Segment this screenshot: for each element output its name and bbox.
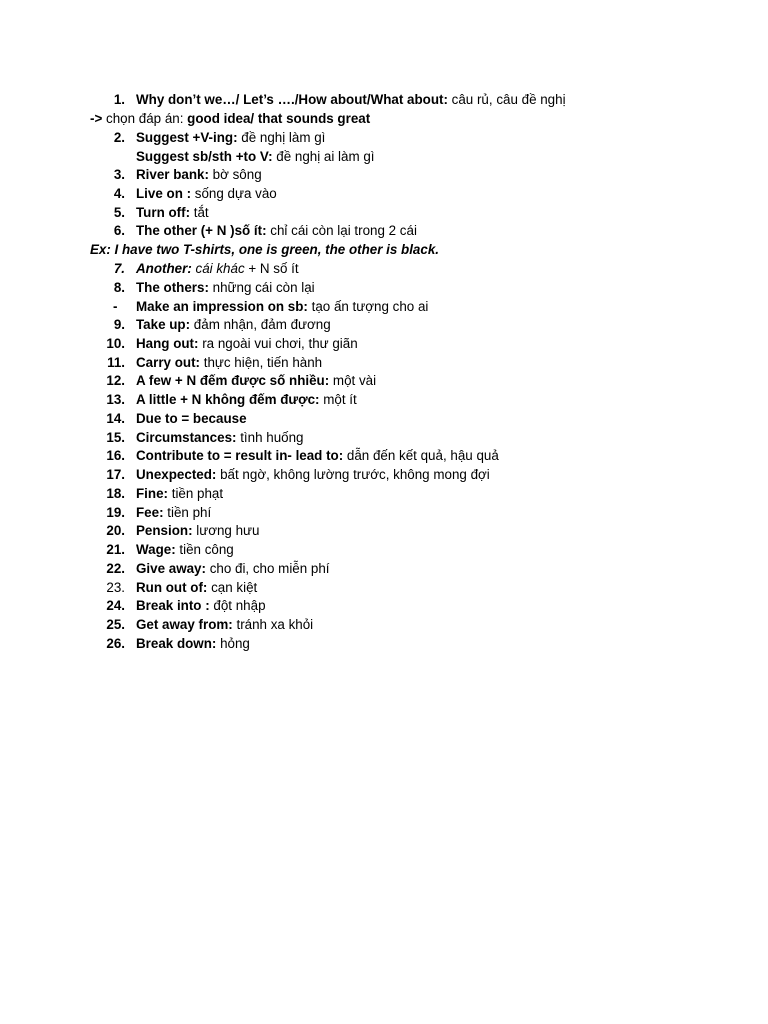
definition: + N số ít: [244, 261, 299, 276]
item-number: 14.: [106, 411, 125, 426]
term: Fee:: [136, 505, 164, 520]
definition: tạo ấn tượng cho ai: [307, 299, 429, 314]
definition: một vài: [329, 373, 377, 388]
term: A few + N đếm được số nhiều:: [136, 373, 330, 388]
definition: tiền phạt: [168, 486, 224, 501]
term: The others:: [136, 280, 209, 295]
definition: đề nghị ai làm gì: [272, 149, 375, 164]
term: Unexpected:: [136, 467, 217, 482]
item-number: 18.: [106, 486, 125, 501]
item-number: 23.: [106, 580, 125, 595]
definition: cạn kiệt: [207, 580, 258, 595]
term: Turn off:: [136, 205, 191, 220]
item-number: 19.: [106, 505, 125, 520]
term: Break down:: [136, 636, 217, 651]
item-number: 4.: [113, 186, 125, 201]
definition: thực hiện, tiến hành: [200, 355, 323, 370]
term: Another:: [136, 261, 192, 276]
term: Run out of:: [136, 580, 208, 595]
item-number: 9.: [113, 317, 125, 332]
item-number: 25.: [106, 617, 125, 632]
term: Carry out:: [136, 355, 200, 370]
item-number: 21.: [106, 542, 125, 557]
item-number: 24.: [106, 598, 125, 613]
term: Circumstances:: [136, 430, 237, 445]
arrow-prefix: ->: [90, 111, 103, 126]
term: Wage:: [136, 542, 176, 557]
item-number: 7.: [113, 261, 125, 276]
definition: đảm nhận, đảm đương: [190, 317, 331, 332]
term: The other (+ N )số ít:: [136, 223, 267, 238]
definition: tắt: [190, 205, 209, 220]
definition: dẫn đến kết quả, hậu quả: [343, 448, 499, 463]
definition: bất ngờ, không lường trước, không mong đợi: [216, 467, 490, 482]
term: Fine:: [136, 486, 168, 501]
item-number: 5.: [113, 205, 125, 220]
definition: đột nhập: [209, 598, 266, 613]
definition: tình huống: [236, 430, 304, 445]
term: Suggest sb/sth +to V:: [136, 149, 273, 164]
item-number: 17.: [106, 467, 125, 482]
term: Due to = because: [136, 411, 247, 426]
item-number: 16.: [106, 448, 125, 463]
definition: ra ngoài vui chơi, thư giãn: [198, 336, 358, 351]
note-text: chọn đáp án:: [102, 111, 188, 126]
answer-choice: good idea/ that sounds great: [187, 111, 371, 126]
item-number: 22.: [106, 561, 125, 576]
definition: tiền công: [175, 542, 234, 557]
example-text: Ex: I have two T-shirts, one is green, the other is black.: [90, 242, 439, 257]
term: Break into :: [136, 598, 210, 613]
definition: tránh xa khỏi: [232, 617, 314, 632]
definition: lương hưu: [192, 523, 260, 538]
item-number: 6.: [113, 223, 125, 238]
term: Pension:: [136, 523, 193, 538]
definition-italic: cái khác: [191, 261, 245, 276]
item-bullet: -: [113, 299, 118, 314]
term: Live on :: [136, 186, 192, 201]
item-number: 26.: [106, 636, 125, 651]
item-number: 1.: [113, 92, 125, 107]
item-number: 12.: [106, 373, 125, 388]
item-number: 11.: [107, 355, 125, 370]
item-number: 3.: [113, 167, 125, 182]
definition: sống dựa vào: [191, 186, 277, 201]
definition: bờ sông: [208, 167, 262, 182]
definition: đề nghị làm gì: [237, 130, 326, 145]
term: Suggest +V-ing:: [136, 130, 238, 145]
term: A little + N không đếm được:: [136, 392, 320, 407]
item-number: 13.: [106, 392, 125, 407]
definition: chỉ cái còn lại trong 2 cái: [266, 223, 417, 238]
term: Take up:: [136, 317, 191, 332]
item-number: 15.: [106, 430, 125, 445]
item-number: 20.: [106, 523, 125, 538]
definition: những cái còn lại: [208, 280, 315, 295]
item-number: 10.: [106, 336, 125, 351]
term: River bank:: [136, 167, 209, 182]
item-number: 8.: [113, 280, 125, 295]
term: Why don’t we…/ Let’s …./How about/What about:: [136, 92, 448, 107]
definition: hỏng: [216, 636, 250, 651]
term: Give away:: [136, 561, 206, 576]
definition: tiền phí: [163, 505, 212, 520]
term: Contribute to = result in- lead to:: [136, 448, 344, 463]
definition: câu rủ, câu đề nghị: [447, 92, 566, 107]
term: Make an impression on sb:: [136, 299, 308, 314]
term: Hang out:: [136, 336, 199, 351]
term: Get away from:: [136, 617, 233, 632]
definition: một ít: [319, 392, 357, 407]
definition: cho đi, cho miễn phí: [205, 561, 330, 576]
item-number: 2.: [113, 130, 125, 145]
